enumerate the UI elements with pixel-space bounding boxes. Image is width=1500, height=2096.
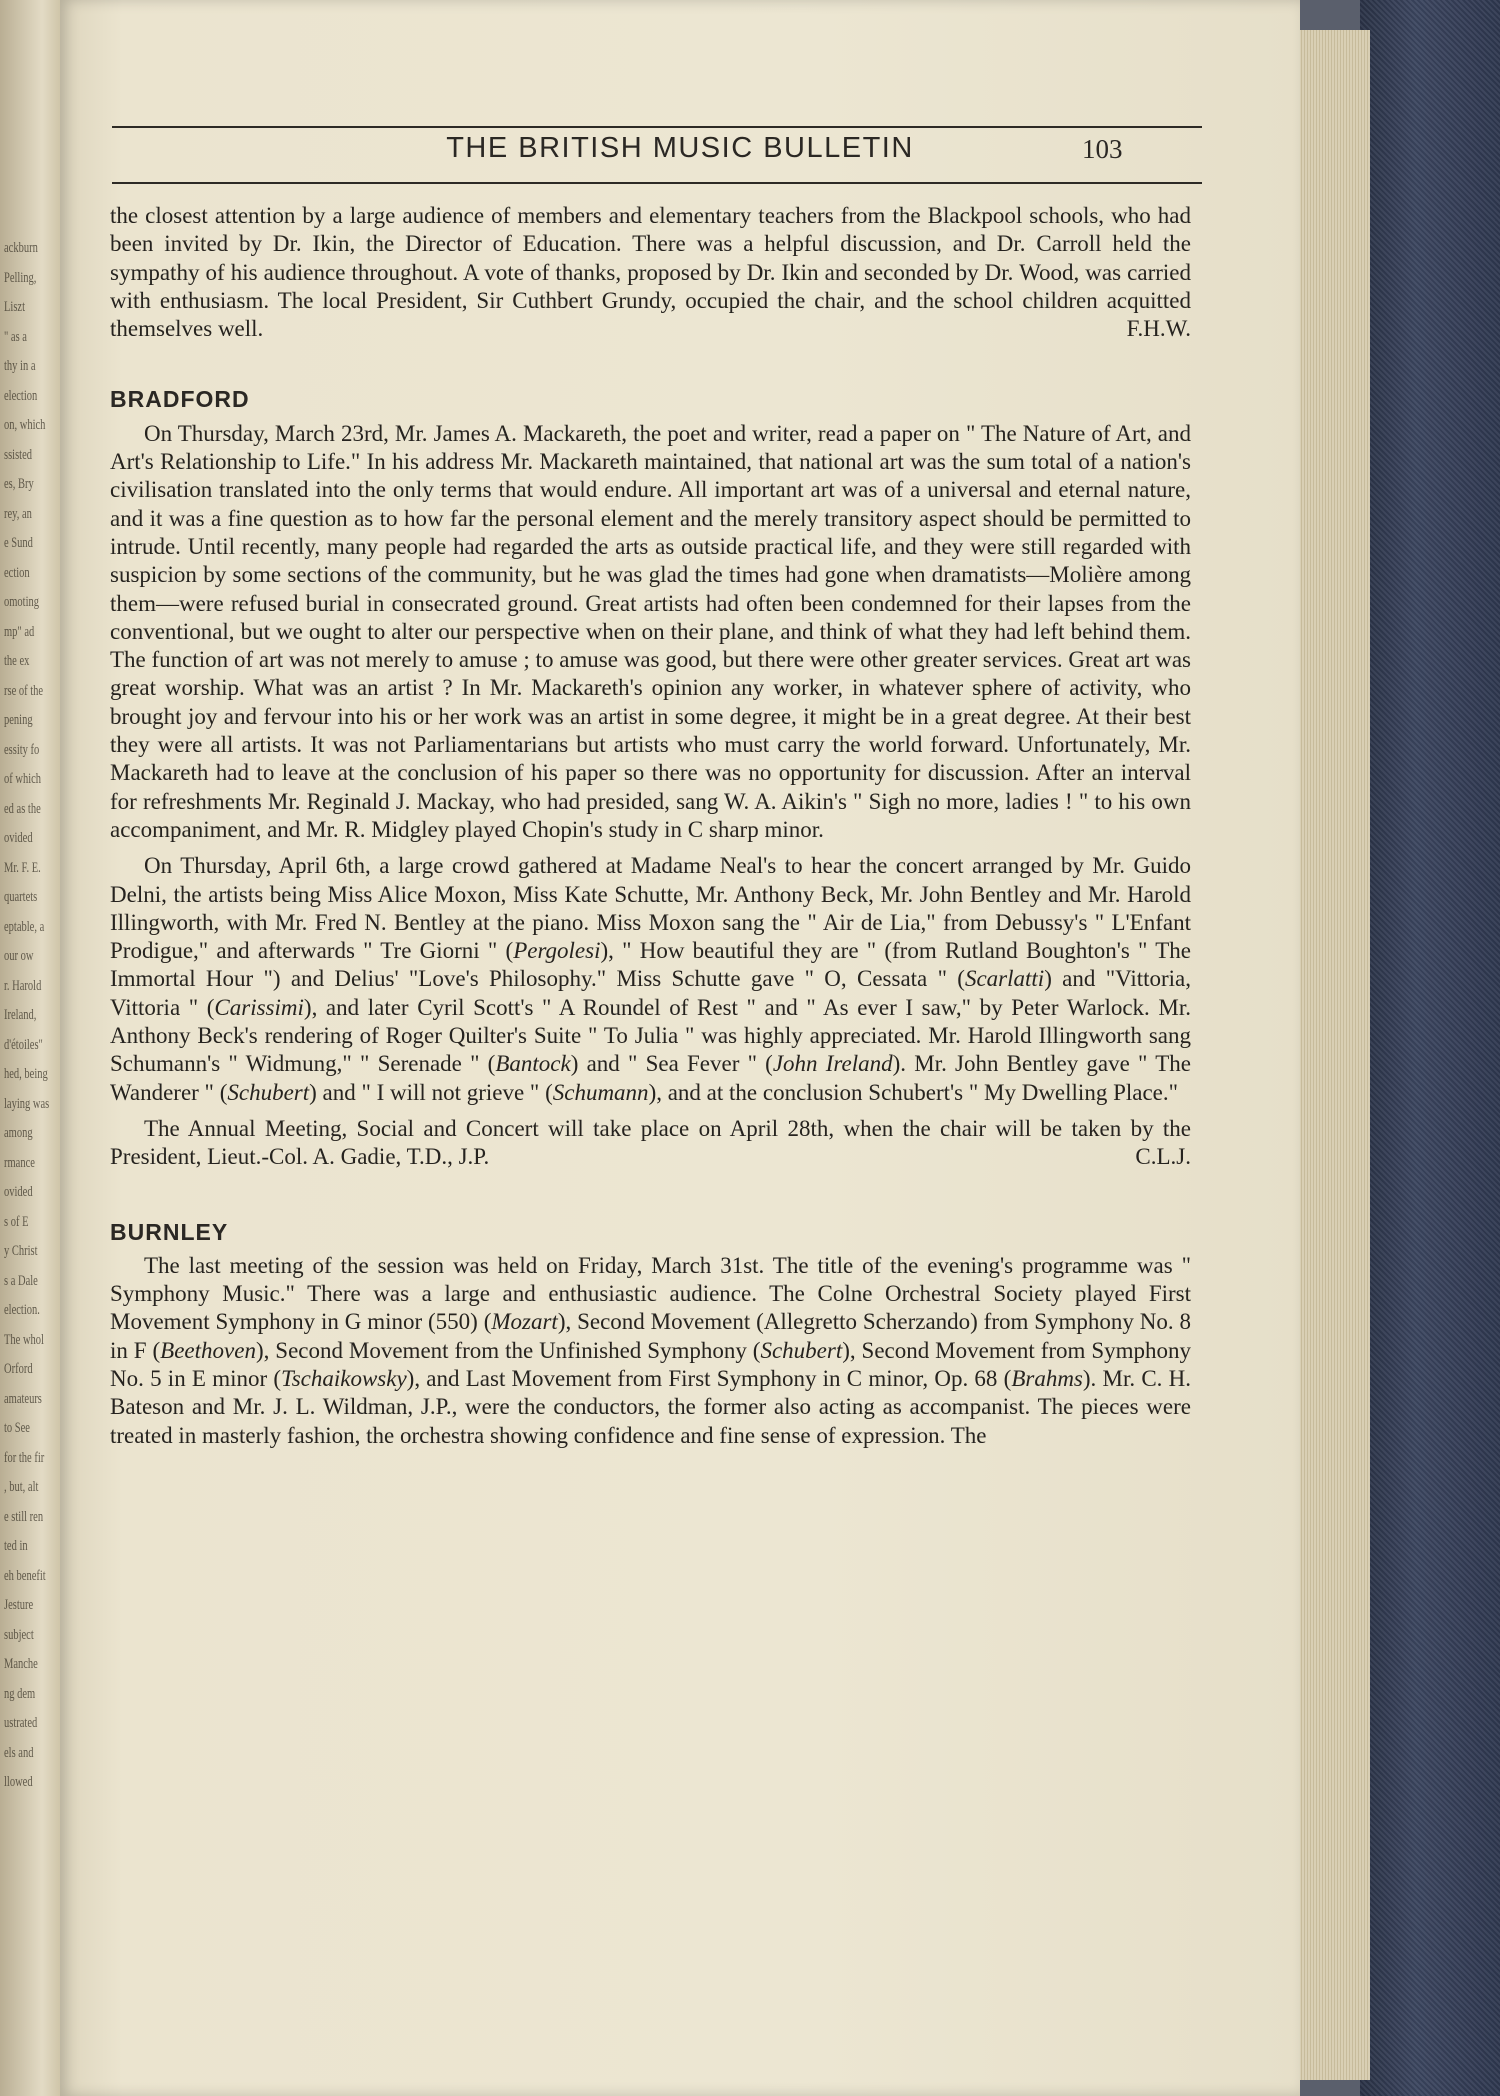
facing-page-fragment: Orford (4, 1361, 33, 1377)
facing-page-fragment: on, which (4, 417, 46, 433)
facing-page-fragment: amateurs (4, 1390, 42, 1407)
header-rule-top (112, 126, 1202, 128)
italic-segment: Pergolesi (513, 938, 601, 964)
italic-segment: Beethoven (160, 1337, 256, 1363)
header-rule-bottom (112, 182, 1202, 184)
facing-page-fragment: rey, an (4, 505, 32, 522)
facing-page-fragment: hed, being (4, 1066, 48, 1082)
italic-segment: Tschaikowsky (281, 1365, 407, 1391)
facing-page-fragment: ustrated (4, 1715, 38, 1731)
facing-page-fragment: ovided (4, 1184, 33, 1200)
facing-page-fragment: ackburn (4, 240, 38, 256)
text-segment: ), and at the conclusion Schubert's " My Dwelling Place." (648, 1079, 1179, 1105)
text-segment: ). Mr. John Bentley gave " The Wanderer " ( (110, 1051, 1191, 1105)
facing-page-fragment: ng dem (4, 1685, 36, 1702)
facing-page-fragment: for the fir (4, 1449, 45, 1466)
facing-page-fragment: ed as the (4, 800, 41, 817)
facing-page-fragment: omoting (4, 594, 40, 610)
italic-segment: Schubert (760, 1337, 843, 1363)
facing-page-fragment: Pelling, (4, 269, 37, 286)
facing-page-edge (0, 0, 60, 2096)
facing-page-fragment: essity fo (4, 741, 40, 758)
italic-segment: Bantock (495, 1051, 571, 1077)
facing-page-fragment: subject (4, 1626, 34, 1643)
bradford-paragraph-2 (110, 852, 1191, 1107)
bradford-signature: C.L.J. (1135, 1144, 1191, 1170)
facing-page-fragment: ssisted (4, 446, 33, 463)
article-body (110, 202, 1191, 1450)
facing-page-fragment: among (4, 1125, 33, 1141)
facing-page-fragment: to See (4, 1420, 30, 1436)
text-segment: ), Second Movement from the Unfinished Symphony ( (255, 1337, 761, 1363)
facing-page-fragment: thy in a (4, 358, 36, 374)
facing-page-fragment: ted in (4, 1538, 28, 1554)
facing-page-fragment: eh benefit (4, 1567, 46, 1584)
facing-page-fragment: Liszt (4, 299, 25, 315)
facing-page-fragment: Manche (4, 1656, 38, 1672)
burnley-paragraph-1 (110, 1252, 1191, 1450)
facing-page-fragment: ovided (4, 830, 33, 846)
page-edges (1290, 30, 1370, 2080)
facing-page-fragment: The whol (4, 1331, 44, 1348)
facing-page-fragment: d'étoiles" (4, 1036, 43, 1053)
facing-page-fragment: quartets (4, 889, 38, 905)
italic-segment: Scarlatti (964, 966, 1045, 992)
facing-page-fragment: r. Harold (4, 977, 42, 994)
text-segment: ), and later Cyril Scott's " A Roundel of Rest " and " As ever I saw," by Peter Warlock. Mr. Anthony Beck's rendering of Roger Quilter's Suite " To Julia " was highly appreciated. Mr. Harold Illingworth sang Schumann's " Widmung," " Serenade " ( (110, 994, 1191, 1077)
facing-page-fragment: our ow (4, 948, 34, 964)
facing-page-fragment: of which (4, 771, 42, 787)
facing-page-fragment: rse of the (4, 682, 44, 699)
facing-page-fragment: llowed (4, 1774, 33, 1790)
facing-page-fragment: pening (4, 712, 33, 728)
book-page (60, 0, 1300, 2096)
text-segment: On Thursday, April 6th, a large crowd gathered at Madame Neal's to hear the concert arranged by Mr. Guido Delni, the artists being Miss Alice Moxon, Miss Kate Schutte, Mr. Anthony Beck, Mr. John Bentley and Mr. Harold Illingworth, with Mr. Fred N. Bentley at the piano. Miss Moxon sang the " Air de Lia," from Debussy's " L'Enfant Prodigue," and afterwards " Tre Giorni " ( (110, 853, 1191, 964)
bradford-3-text: The Annual Meeting, Social and Concert will take place on April 28th, when the chair will be taken by the President, Lieut.-Col. A. Gadie, T.D., J.P. (110, 1115, 1191, 1170)
bradford-paragraph-1: On Thursday, March 23rd, Mr. James A. Mackareth, the poet and writer, read a paper on " The Nature of Art, and Art's Relationship to Life." In his address Mr. Mackareth maintained, that national art was the sum total of a nation's civilisation translated into the only terms that would endure. All important art was of a universal and eternal nature, and it was a fine question as to how far the personal element and the merely transitory aspect should be permitted to intrude. Until recently, many people had regarded the arts as outside practical life, and they were still regarded with suspicion by some sections of the community, but he was glad the times had gone when dramatists—Molière among them—were refused burial in consecrated ground. Great artists had often been condemned for their lapses from the conventional, but we ought to alter our perspective when on their plane, and think of what they had left behind them. The function of art was not merely to amuse ; to amuse was good, but there were other greater services. Great art was great worship. What was an artist ? In Mr. Mackareth's opinion any worker, in whatever sphere of activity, who brought joy and fervour into his or her work was an artist in some degree, it might be in a great degree. At their best they were all artists. It was not Parliamentarians but artists who must carry the world forward. Unfortunately, Mr. Mackareth had to leave at the conclusion of his paper so there was no opportunity for discussion. After an interval for refreshments Mr. Reginald J. Mackay, who had presided, sang W. A. Aikin's " Sigh no more, ladies ! " to his own accompaniment, and Mr. R. Midgley played Chopin's study in C sharp minor. (110, 420, 1191, 842)
facing-page-fragment: e still ren (4, 1508, 44, 1525)
facing-page-fragment: election. (4, 1302, 40, 1318)
page-number: 103 (1082, 134, 1123, 164)
facing-page-fragment: the ex (4, 653, 30, 669)
running-title: THE BRITISH MUSIC BULLETIN (446, 132, 914, 164)
facing-page-fragment: election (4, 387, 38, 404)
italic-segment: Brahms (1011, 1365, 1083, 1391)
facing-page-fragment: s of E (4, 1213, 29, 1230)
text-segment: ), Second Movement (Allegretto Scherzando) from Symphony No. 8 in F ( (110, 1309, 1191, 1363)
facing-page-fragment: rmance (4, 1154, 35, 1171)
text-segment: ) and " Sea Fever " ( (570, 1051, 773, 1077)
facing-page-fragment: Mr. F. E. (4, 859, 41, 876)
intro-paragraph (110, 202, 1191, 343)
book-cover-binding (1360, 0, 1500, 2096)
facing-page-fragment: laying was (4, 1095, 50, 1112)
text-segment: ) and "Vittoria, Vittoria " ( (110, 966, 1191, 1020)
facing-page-fragment: , but, alt (4, 1479, 39, 1495)
italic-segment: Schubert (227, 1079, 310, 1105)
facing-page-fragment: " as a (4, 328, 27, 345)
facing-page-fragment: eptable, a (4, 918, 45, 935)
facing-page-fragment: es, Bry (4, 476, 34, 492)
text-segment: The last meeting of the session was held on Friday, March 31st. The title of the evening's programme was " Symphony Music." There was a large and enthusiastic audience. The Colne Orchestral Society played First Movement Symphony in G minor (550) ( (110, 1252, 1191, 1335)
facing-page-fragment: Jesture (4, 1597, 34, 1613)
italic-segment: John Ireland (772, 1051, 893, 1077)
section-heading-bradford: BRADFORD (110, 386, 250, 413)
section-heading-burnley: BURNLEY (110, 1218, 229, 1245)
italic-segment: Carissimi (214, 994, 304, 1020)
facing-page-fragment: s a Dale (4, 1272, 38, 1289)
bradford-paragraph-3 (110, 1115, 1191, 1172)
italic-segment: Schumann (552, 1079, 649, 1105)
facing-page-fragment: mp" ad (4, 623, 35, 640)
text-segment: ), " How beautiful they are " (from Rutland Boughton's " The Immortal Hour ") and Delius' "Love's Philosophy." Miss Schutte gave " O, Cessata " ( (110, 938, 1191, 992)
text-segment: ). Mr. C. H. Bateson and Mr. J. L. Wildman, J.P., were the conductors, the former also acting as accompanist. The pieces were treated in masterly fashion, the orchestra showing confidence and fine sense of expression. The (110, 1365, 1191, 1448)
text-segment: ), and Last Movement from First Symphony in C minor, Op. 68 ( (406, 1365, 1012, 1391)
facing-page-fragment: Ireland, (4, 1007, 37, 1023)
facing-page-fragment: els and (4, 1744, 34, 1761)
text-segment: ), Second Movement from Symphony No. 5 in E minor ( (110, 1337, 1192, 1391)
intro-signature: F.H.W. (1126, 316, 1191, 342)
text-segment: ) and " I will not grieve " ( (309, 1079, 553, 1105)
intro-text: the closest attention by a large audience of members and elementary teachers from the Blackpool schools, who had been invited by Dr. Ikin, the Director of Education. There was a helpful discussion, and Dr. Carroll held the sympathy of his audience throughout. A vote of thanks, proposed by Dr. Ikin and seconded by Dr. Wood, was carried with enthusiasm. The local President, Sir Cuthbert Grundy, occupied the chair, and the school children acquitted themselves well. (110, 203, 1191, 342)
italic-segment: Mozart (491, 1309, 558, 1335)
facing-page-fragment: ection (4, 564, 30, 581)
facing-page-fragment: e Sund (4, 535, 33, 551)
facing-page-fragment: y Christ (4, 1243, 38, 1259)
